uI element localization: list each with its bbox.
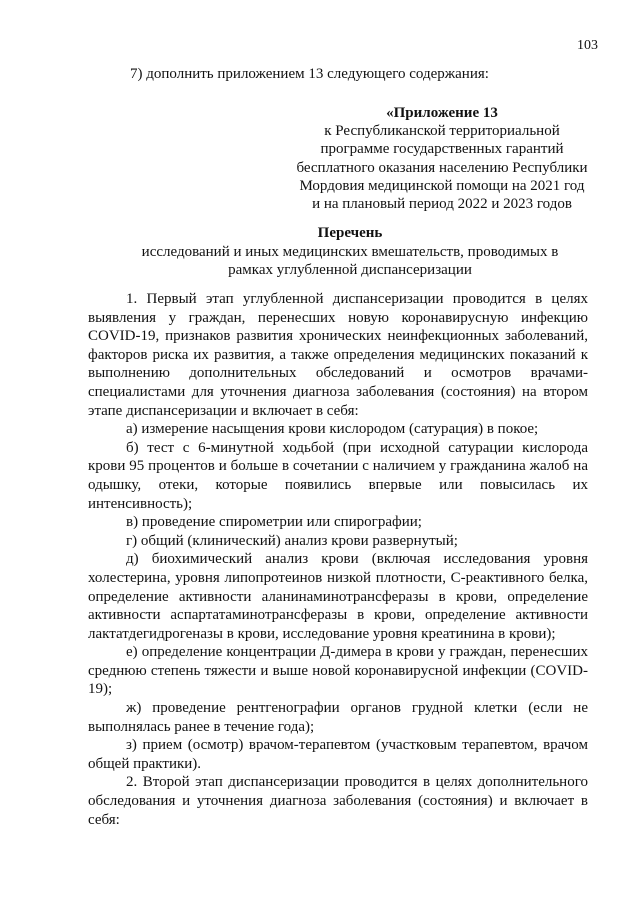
appendix-line: бесплатного оказания населению Республики [296,159,588,176]
appendix-line: программе государственных гарантий [320,141,564,158]
list-subtitle: рамках углубленной диспансеризации [228,262,472,278]
list-heading [90,224,610,280]
paragraph: 2. Второй этап диспансеризации проводится в целях дополнительного обследования и уточнения диагноза заболевания (состояния) и включает в себя: [88,774,588,828]
list-item: а) измерение насыщения крови кислородом (сатурация) в покое; [126,421,539,438]
list-item: ж) проведение рентгенографии органов грудной клетки (если не выполнялась ранее в течение года); [88,700,588,735]
page-number: 103 [577,38,598,53]
list-item: г) общий (клинический) анализ крови развернутый; [126,532,458,549]
list-item: в) проведение спирометрии или спирографии; [126,514,422,531]
list-item: е) определение концентрации Д-димера в крови у граждан, перенесших среднюю степень тяжести и выше новой коронавирусной инфекции (COVID-19); [88,644,588,698]
list-title: Перечень [317,225,383,241]
appendix-line: и на плановый период 2022 и 2023 годов [312,196,572,213]
document-body [88,290,588,829]
appendix-line: к Республиканской территориальной [324,123,560,140]
appendix-line: Мордовия медицинской помощи на 2021 год [299,177,585,194]
appendix-header [272,104,612,213]
intro-line: 7) дополнить приложением 13 следующего содержания: [130,66,489,82]
list-subtitle: исследований и иных медицинских вмешательств, проводимых в [141,243,559,260]
list-item: б) тест с 6-минутной ходьбой (при исходной сатурации кислорода крови 95 процентов и больше в сочетании с наличием у гражданина жалоб на одышку, отеки, которые появились впервые или повысилась их интенсивность); [88,439,588,512]
list-item: з) прием (осмотр) врачом-терапевтом (участковым терапевтом, врачом общей практики). [88,737,588,772]
list-item: д) биохимический анализ крови (включая исследования уровня холестерина, уровня липопротеинов низкой плотности, С-реактивного белка, определение активности аланинаминотрансферазы в крови, определение активности аспартатаминотрансферазы в крови, определение активности лактатдегидрогеназы в крови, исследование уровня креатинина в крови); [88,551,588,642]
paragraph: 1. Первый этап углубленной диспансеризации проводится в целях выявления у граждан, перенесших новую коронавирусную инфекцию COVID-19, признаков развития хронических неинфекционных заболеваний, факторов риска их развития, а также определения медицинских показаний к выполнению дополнительных обследований и осмотров врачами-специалистами для уточнения диагноза заболевания (состояния) на втором этапе диспансеризации и включает в себя: [88,291,588,419]
appendix-title: «Приложение 13 [386,105,498,121]
